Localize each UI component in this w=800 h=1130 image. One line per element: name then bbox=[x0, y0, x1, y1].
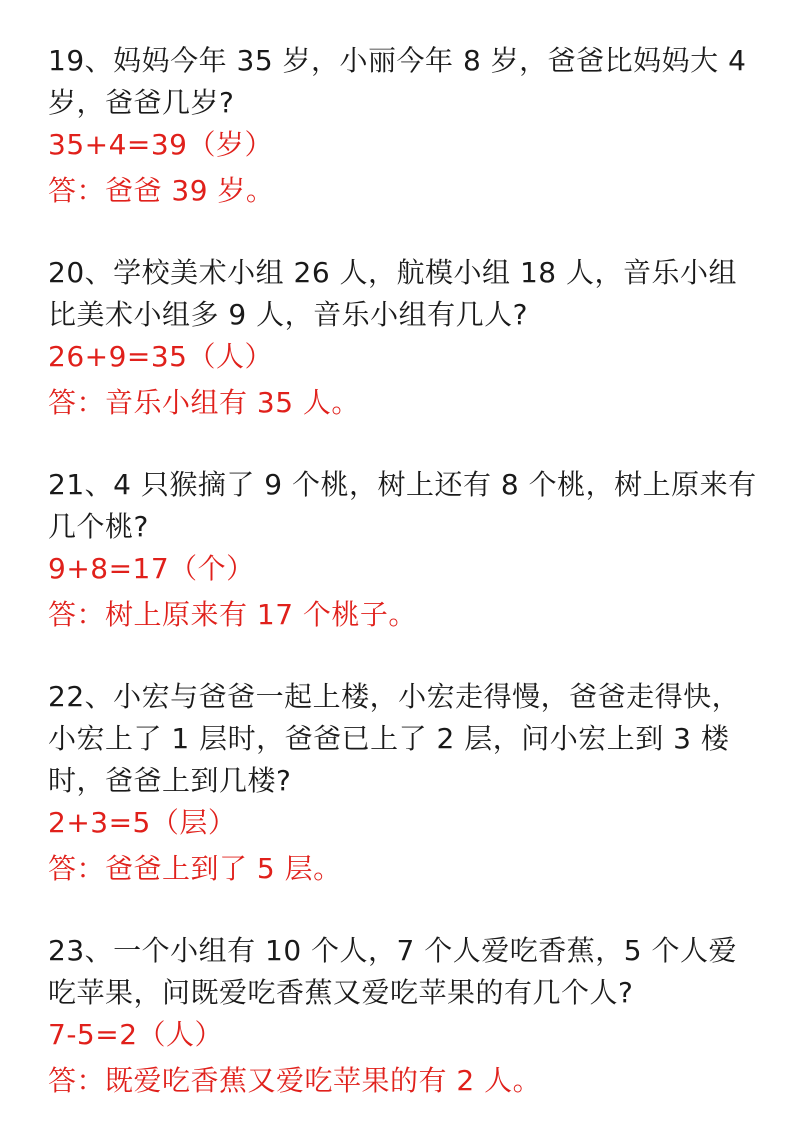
problem-23 bbox=[48, 930, 760, 1102]
formula-text: 35+4=39（岁） bbox=[48, 128, 273, 161]
formula-text: 7-5=2（人） bbox=[48, 1018, 224, 1051]
question-text: 23、一个小组有 10 个人，7 个人爱吃香蕉，5 个人爱吃苹果，问既爱吃香蕉又爱吃苹果的有几个人? bbox=[48, 934, 737, 1009]
question-text: 19、妈妈今年 35 岁，小丽今年 8 岁，爸爸比妈妈大 4 岁，爸爸几岁? bbox=[48, 44, 747, 119]
answer-text: 答：音乐小组有 35 人。 bbox=[48, 386, 360, 419]
question-text: 22、小宏与爸爸一起上楼，小宏走得慢，爸爸走得快，小宏上了 1 层时，爸爸已上了 2 层，问小宏上到 3 楼时，爸爸上到几楼? bbox=[48, 680, 741, 797]
problem-19 bbox=[48, 40, 760, 212]
problem-22 bbox=[48, 676, 760, 890]
formula-text: 2+3=5（层） bbox=[48, 806, 237, 839]
question-text: 20、学校美术小组 26 人，航模小组 18 人，音乐小组比美术小组多 9 人，音乐小组有几人? bbox=[48, 256, 737, 331]
answer-text: 答：爸爸上到了 5 层。 bbox=[48, 852, 342, 885]
answer-text: 答：树上原来有 17 个桃子。 bbox=[48, 598, 417, 631]
formula-text: 26+9=35（人） bbox=[48, 340, 273, 373]
question-text: 21、4 只猴摘了 9 个桃，树上还有 8 个桃，树上原来有几个桃? bbox=[48, 468, 757, 543]
answer-text: 答：既爱吃香蕉又爱吃苹果的有 2 人。 bbox=[48, 1064, 542, 1097]
problem-20 bbox=[48, 252, 760, 424]
formula-text: 9+8=17（个） bbox=[48, 552, 255, 585]
problem-21 bbox=[48, 464, 760, 636]
answer-text: 答：爸爸 39 岁。 bbox=[48, 174, 275, 207]
